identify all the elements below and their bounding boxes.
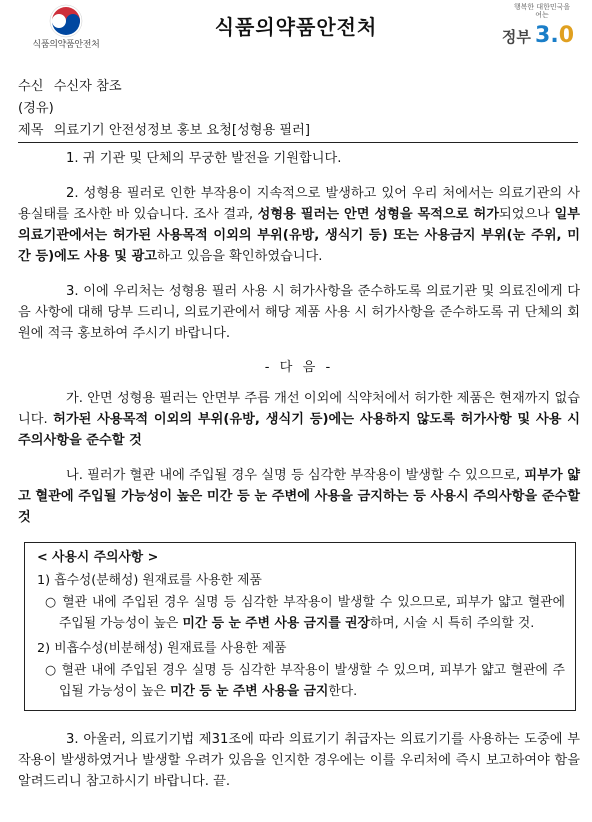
subject-label: 제목 bbox=[18, 123, 44, 138]
gov3-version: 3.0 bbox=[535, 23, 574, 49]
via-row: (경유) bbox=[18, 101, 54, 116]
document-meta bbox=[18, 76, 578, 143]
precautions-box bbox=[24, 542, 576, 711]
gov3-logo bbox=[484, 4, 574, 52]
letterhead bbox=[0, 0, 592, 60]
precaution-item-2: 2) 비흡수성(비분해성) 원재료를 사용한 제품 bbox=[37, 640, 287, 656]
recipient-label: 수신 bbox=[18, 79, 44, 94]
item-ga: 가. 안면 성형용 필러는 안면부 주름 개선 이외에 식약처에서 허가한 제품은 현재까지 없습니다. 허가된 사용목적 이외의 부위(유방, 생식기 등)에는 사용하지 않도록 허가사항 및 사용 시 주의사항을 준수할 것 bbox=[18, 390, 580, 448]
gov3-tagline: 행복한 대한민국을 여는 bbox=[513, 3, 571, 19]
paragraph-3: 3. 이에 우리처는 성형용 필러 사용 시 허가사항을 준수하도록 의료기관 및 의료진에게 다음 사항에 대해 당부 드리니, 의료기관에서 해당 제품 사용 시 허가사항을 준수하도록 귀 단체의 회원에 적극 홍보하여 주시기 바랍니다. bbox=[18, 284, 580, 341]
precaution-bullet-2: ○ 혈관 내에 주입된 경우 실명 등 심각한 부작용이 발생할 수 있으며, 피부가 얇고 혈관에 주입될 가능성이 높은 미간 등 눈 주변 사용을 금지한다. bbox=[45, 662, 565, 699]
gov3-word: 정부 bbox=[501, 28, 531, 47]
precaution-bullet-1: ○ 혈관 내에 주입된 경우 실명 등 심각한 부작용이 발생할 수 있으므로, 피부가 얇고 혈관에 주입될 가능성이 높은 미간 등 눈 주변 사용 금지를 권장하며, 시술 시 특히 주의할 것. bbox=[45, 594, 565, 631]
recipient-row bbox=[18, 76, 578, 98]
item-na: 나. 필러가 혈관 내에 주입될 경우 실명 등 심각한 부작용이 발생할 수 있으므로, 피부가 얇고 혈관에 주입될 가능성이 높은 미간 등 눈 주변에 사용을 금지하는 등 사용시 주의사항을 준수할 것 bbox=[18, 467, 580, 525]
precaution-item-1: 1) 흡수성(분해성) 원재료를 사용한 제품 bbox=[37, 572, 262, 588]
document-body bbox=[18, 148, 580, 806]
subject-value: 의료기기 안전성정보 홍보 요청[성형용 필러] bbox=[53, 123, 311, 138]
paragraph-2: 2. 성형용 필러로 인한 부작용이 지속적으로 발생하고 있어 우리 처에서는 의료기관의 사용실태를 조사한 바 있습니다. 조사 결과, 성형용 필러는 안면 성형을 목적으로 허가되었으나 일부 의료기관에서는 허가된 사용목적 이외의 부위(유방, 생식기 등) 또는 사용금지 부위(눈 주위, 미간 등)에도 사용 및 광고하고 있음을 확인하였습니다. bbox=[18, 186, 580, 264]
notice-heading: - 다 음 - bbox=[264, 360, 334, 375]
recipient-value: 수신자 참조 bbox=[53, 79, 122, 94]
subject-row bbox=[18, 120, 578, 143]
paragraph-1: 1. 귀 기관 및 단체의 무궁한 발전을 기원합니다. bbox=[66, 151, 342, 166]
precautions-heading: < 사용시 주의사항 > bbox=[37, 549, 159, 565]
paragraph-4: 3. 아울러, 의료기기법 제31조에 따라 의료기기 취급자는 의료기기를 사용하는 도중에 부작용이 발생하였거나 발생할 우려가 있음을 인지한 경우에는 이를 우리처에 즉시 보고하여야 함을 알려드리니 참고하시기 바랍니다. 끝. bbox=[18, 731, 580, 789]
document-title: 식품의약품안전처 bbox=[214, 15, 378, 39]
ministry-caption: 식품의약품안전처 bbox=[32, 40, 100, 50]
